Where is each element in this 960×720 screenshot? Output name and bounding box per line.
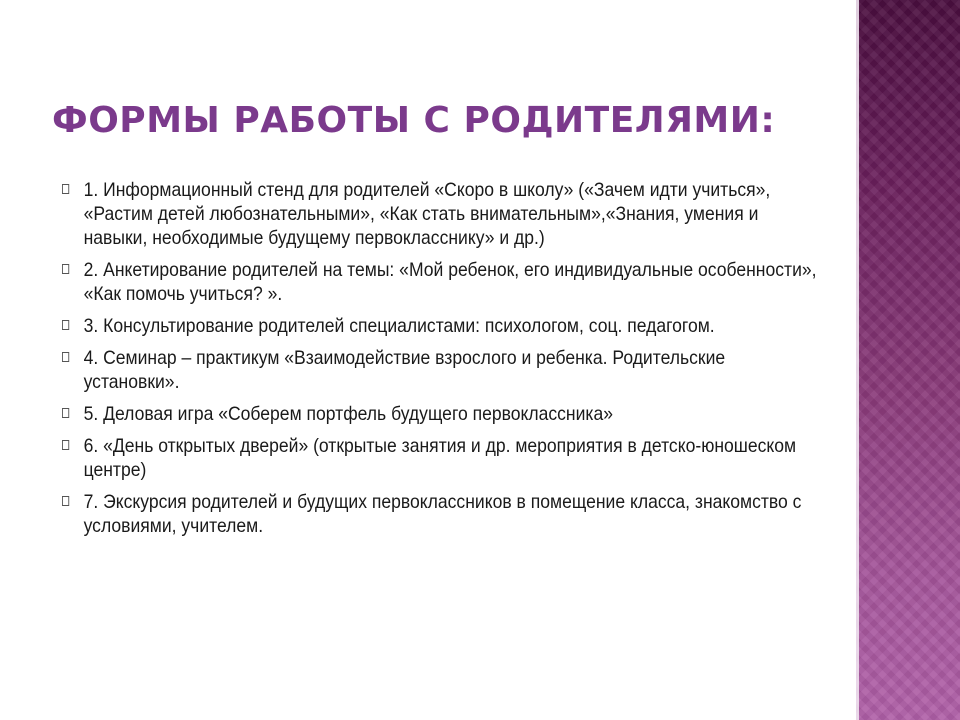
square-bullet-icon bbox=[62, 408, 69, 418]
list-item-text: 7. Экскурсия родителей и будущих первоклассников в помещение класса, знакомство с условиями, учителем. bbox=[83, 491, 802, 537]
side-band-divider bbox=[856, 0, 859, 720]
decorative-side-band bbox=[856, 0, 960, 720]
square-bullet-icon bbox=[62, 184, 69, 194]
square-bullet-icon bbox=[62, 440, 69, 450]
list-item bbox=[62, 434, 823, 482]
list-item bbox=[62, 346, 823, 394]
list-item-text: 2. Анкетирование родителей на темы: «Мой ребенок, его индивидуальные особенности», «Как помочь учиться? ». bbox=[83, 259, 817, 305]
list-item-text: 5. Деловая игра «Соберем портфель будущего первоклассника» bbox=[83, 403, 614, 425]
square-bullet-icon bbox=[62, 352, 69, 362]
list-item-text: 4. Семинар – практикум «Взаимодействие взрослого и ребенка. Родительские установки». bbox=[83, 347, 726, 393]
slide-title: ФОРМЫ РАБОТЫ С РОДИТЕЛЯМИ: bbox=[52, 100, 776, 141]
list-item bbox=[62, 258, 823, 306]
list-item-text: 6. «День открытых дверей» (открытые занятия и др. мероприятия в детско-юношеском центре) bbox=[83, 435, 797, 481]
square-bullet-icon bbox=[62, 320, 69, 330]
list-item-text: 3. Консультирование родителей специалистами: психологом, соц. педагогом. bbox=[83, 315, 715, 337]
list-item-text: 1. Информационный стенд для родителей «Скоро в школу» («Зачем идти учиться», «Растим детей любознательными», «Как стать внимательным»,«Знания, умения и навыки, необходимые будущему первокласснику» и др.) bbox=[83, 179, 771, 249]
list-item bbox=[62, 178, 823, 250]
list-item bbox=[62, 490, 823, 538]
square-bullet-icon bbox=[62, 496, 69, 506]
square-bullet-icon bbox=[62, 264, 69, 274]
list-item bbox=[62, 402, 823, 426]
bullet-list bbox=[62, 178, 817, 546]
list-item bbox=[62, 314, 823, 338]
